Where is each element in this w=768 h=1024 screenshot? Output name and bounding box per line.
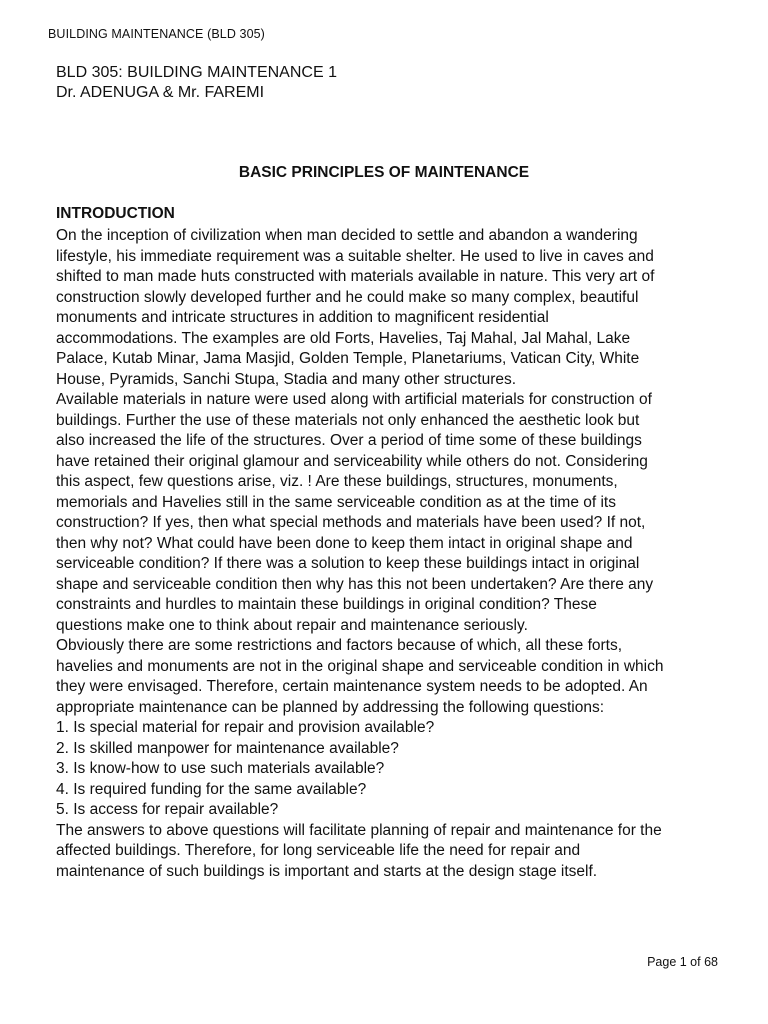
body-line: then why not? What could have been done to keep them intact in original shape and <box>56 534 633 552</box>
body-line: lifestyle, his immediate requirement was a suitable shelter. He used to live in caves and <box>56 247 654 265</box>
body-line: Obviously there are some restrictions and factors because of which, all these forts, <box>56 637 623 654</box>
course-title: BLD 305: BUILDING MAINTENANCE 1 <box>56 64 337 81</box>
body-line: monuments and intricate structures in addition to magnificent residential <box>56 309 549 326</box>
body-line: On the inception of civilization when man decided to settle and abandon a wandering <box>56 227 638 244</box>
body-line: they were envisaged. Therefore, certain maintenance system needs to be adopted. An <box>56 678 648 695</box>
course-info <box>56 63 337 103</box>
body-line: memorials and Havelies still in the same serviceable condition as at the time of its <box>56 493 616 511</box>
course-authors: Dr. ADENUGA & Mr. FAREMI <box>56 84 265 101</box>
running-header: BUILDING MAINTENANCE (BLD 305) <box>48 27 265 41</box>
body-line: Available materials in nature were used along with artificial materials for construction of <box>56 391 652 408</box>
body-line: this aspect, few questions arise, viz. ! Are these buildings, structures, monuments, <box>56 473 618 490</box>
body-line: The answers to above questions will facilitate planning of repair and maintenance for the <box>56 821 662 839</box>
page-number: Page 1 of 68 <box>647 955 718 969</box>
body-line: serviceable condition? If there was a solution to keep these buildings intact in original <box>56 555 640 572</box>
list-item: 3. Is know-how to use such materials available? <box>56 760 385 777</box>
body-line: buildings. Further the use of these materials not only enhanced the aesthetic look but <box>56 411 640 429</box>
list-item: 1. Is special material for repair and provision available? <box>56 719 435 736</box>
list-item: 2. Is skilled manpower for maintenance available? <box>56 739 399 757</box>
body-line: accommodations. The examples are old Forts, Havelies, Taj Mahal, Jal Mahal, Lake <box>56 329 631 347</box>
body-line: Palace, Kutab Minar, Jama Masjid, Golden Temple, Planetariums, Vatican City, White <box>56 350 640 367</box>
section-title: BASIC PRINCIPLES OF MAINTENANCE <box>238 164 530 181</box>
body-line: also increased the life of the structures. Over a period of time some of these buildings <box>56 432 642 449</box>
body-line: questions make one to think about repair and maintenance seriously. <box>56 616 528 634</box>
list-item: 4. Is required funding for the same available? <box>56 780 367 798</box>
list-item: 5. Is access for repair available? <box>56 801 279 818</box>
body-line: have retained their original glamour and serviceability while others do not. Considering <box>56 452 648 470</box>
body-line: construction? If yes, then what special methods and materials have been used? If not, <box>56 514 646 531</box>
body-line: affected buildings. Therefore, for long serviceable life the need for repair and <box>56 842 581 859</box>
body-line: constraints and hurdles to maintain these buildings in original condition? These <box>56 596 597 613</box>
body-line: shape and serviceable condition then why has this not been undertaken? Are there any <box>56 575 654 593</box>
body-line: House, Pyramids, Sanchi Stupa, Stadia and many other structures. <box>56 370 517 388</box>
body-line: appropriate maintenance can be planned by addressing the following questions: <box>56 698 605 716</box>
introduction-heading: INTRODUCTION <box>56 205 175 222</box>
body-line: maintenance of such buildings is important and starts at the design stage itself. <box>56 862 598 880</box>
body-line: shifted to man made huts constructed with materials available in nature. This very art of <box>56 268 655 285</box>
body-line: construction slowly developed further and he could make so many complex, beautiful <box>56 288 639 306</box>
introduction-body <box>56 226 736 882</box>
body-line: havelies and monuments are not in the original shape and serviceable condition in which <box>56 657 664 675</box>
